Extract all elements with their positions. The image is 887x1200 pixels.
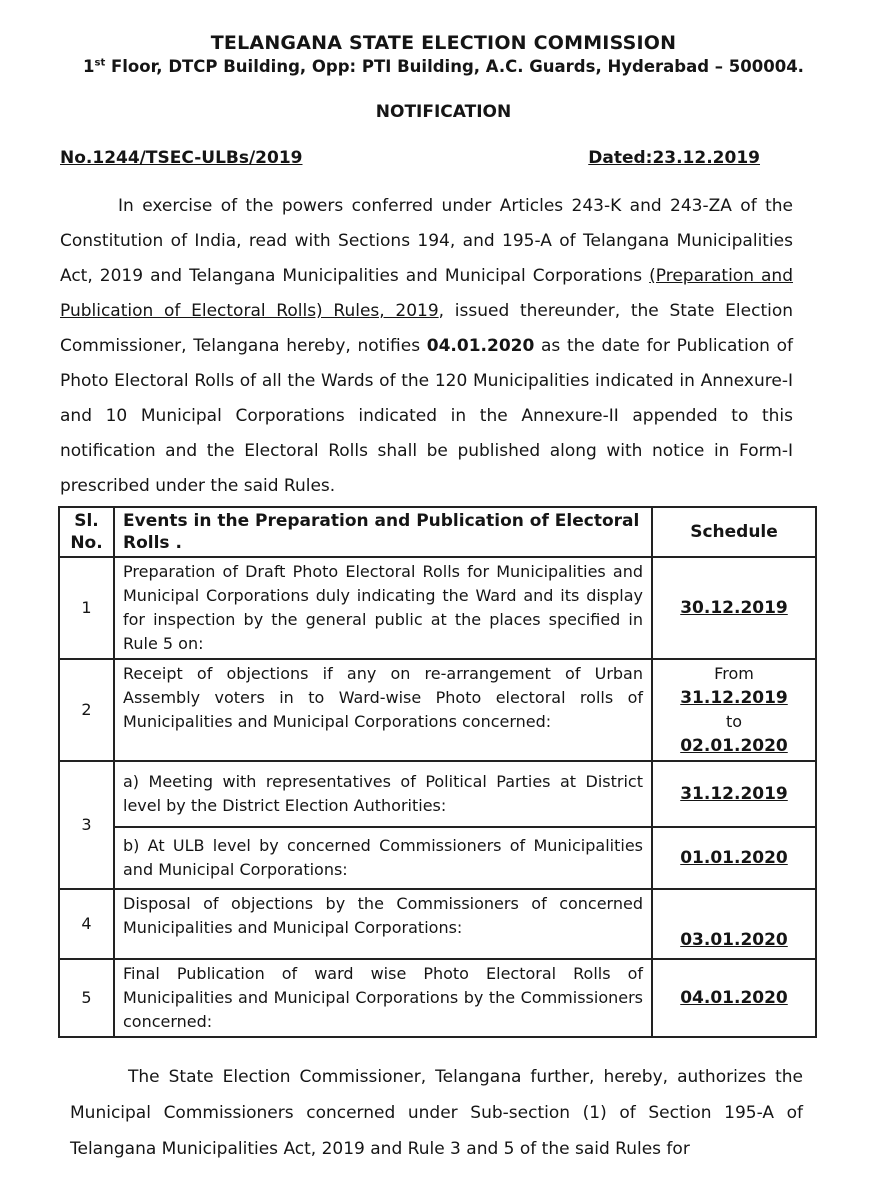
intro-text-a: In exercise of the powers conferred under Articles 243-K and 243-ZA of the Constitution of India, read with Sections 194, and 195-A of Telangana Municipalities Act, 2019 and Telangana Municipalities and Municipal Corporations [60, 196, 793, 286]
row-event-b: b) At ULB level by concerned Commissioners of Municipalities and Municipal Corporations: [114, 827, 652, 889]
row-date-a: 31.12.2019 [680, 784, 788, 804]
row-date: 04.01.2020 [680, 988, 788, 1008]
notification-date: Dated:23.12.2019 [588, 148, 760, 168]
row-sl-no: 4 [59, 889, 114, 959]
table-row [59, 659, 816, 761]
row-event: Preparation of Draft Photo Electoral Rolls for Municipalities and Municipal Corporations duly indicating the Ward and its display for inspection by the general public at the places specified in Rule 5 on: [114, 557, 652, 659]
row-date-b: 01.01.2020 [680, 848, 788, 868]
intro-text-c: as the date for Publication of Photo Electoral Rolls of all the Wards of the 120 Municipalities indicated in Annexure-I and 10 Municipal Corporations indicated in the Annexure-II appended to this notification and the Electoral Rolls shall be published along with notice in Form-I prescribed under the said Rules. [60, 336, 794, 496]
notification-heading: NOTIFICATION [375, 102, 512, 122]
header-sl-no: Sl. No. [59, 507, 114, 557]
from-date: 31.12.2019 [680, 688, 788, 708]
row-event-a: a) Meeting with representatives of Political Parties at District level by the District Election Authorities: [114, 761, 652, 827]
intro-text-b: , issued thereunder, the State Election Commissioner, Telangana hereby, notifies [60, 301, 794, 356]
to-date: 02.01.2020 [680, 736, 788, 756]
row-sl-no: 3 [59, 761, 114, 889]
table-row [59, 959, 816, 1037]
row-sl-no: 1 [59, 557, 114, 659]
table-row [59, 557, 816, 659]
rules-title: (Preparation and Publication of Electoral Rolls) Rules, 2019 [60, 266, 793, 321]
row-event: Disposal of objections by the Commissioners of concerned Municipalities and Municipal Corporations: [114, 889, 652, 959]
notification-number: No.1244/TSEC-ULBs/2019 [60, 148, 303, 168]
table-row [59, 761, 816, 827]
row-event: Final Publication of ward wise Photo Electoral Rolls of Municipalities and Municipal Corporations by the Commissioners concerned: [114, 959, 652, 1037]
address-floor-number: 1 [83, 57, 95, 76]
to-label: to [725, 712, 743, 731]
intro-paragraph [60, 189, 793, 504]
publication-date: 04.01.2020 [426, 336, 535, 356]
row-sl-no: 2 [59, 659, 114, 761]
authorization-paragraph: The State Election Commissioner, Telangana further, hereby, authorizes the Municipal Commissioners concerned under Sub-section (1) of Section 195-A of Telangana Municipalities Act, 2019 and Rule 3 and 5 of the said Rules for [70, 1067, 803, 1159]
from-label: From [714, 664, 754, 683]
header-schedule: Schedule [652, 507, 816, 557]
commission-title: TELANGANA STATE ELECTION COMMISSION [210, 32, 677, 54]
row-date: 03.01.2020 [680, 930, 788, 950]
row-event: Receipt of objections if any on re-arrangement of Urban Assembly voters in to Ward-wise Photo electoral rolls of Municipalities and Municipal Corporations concerned: [114, 659, 652, 761]
table-row [59, 889, 816, 959]
address-rest: Floor, DTCP Building, Opp: PTI Building, A.C. Guards, Hyderabad – 500004. [105, 57, 804, 76]
schedule-table [58, 506, 817, 1038]
table-row [59, 827, 816, 889]
header-events: Events in the Preparation and Publication of Electoral Rolls . [114, 507, 652, 557]
row-date: 30.12.2019 [680, 598, 788, 618]
address-floor-suffix: st [94, 57, 106, 69]
row-sl-no: 5 [59, 959, 114, 1037]
reference-line [60, 148, 760, 168]
table-header-row [59, 507, 816, 557]
commission-address [0, 57, 887, 76]
